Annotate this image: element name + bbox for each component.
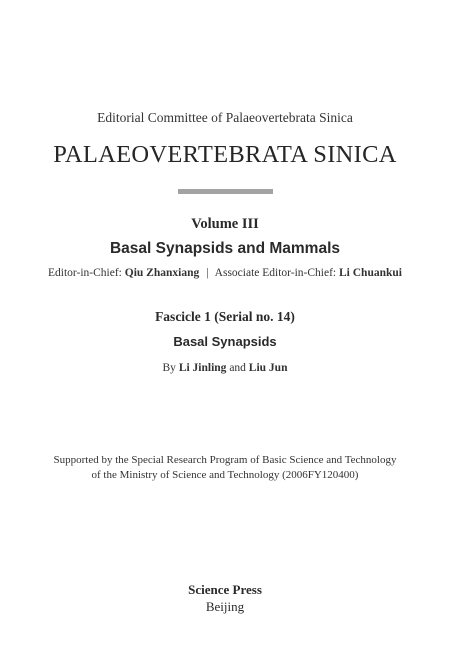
series-title: PALAEOVERTEBRATA SINICA	[53, 141, 397, 168]
fascicle-number: Fascicle 1 (Serial no. 14)	[155, 309, 295, 324]
committee-line: Editorial Committee of Palaeovertebrata Sinica	[97, 110, 353, 125]
support-line-2: of the Ministry of Science and Technology (2006FY120400)	[91, 469, 359, 481]
publisher-name: Science Press	[188, 582, 262, 597]
editors-separator: |	[206, 267, 209, 279]
author-1: Li Jinling	[178, 362, 227, 374]
volume-title: Basal Synapsids and Mammals	[109, 240, 340, 257]
fascicle-title: Basal Synapsids	[173, 334, 277, 349]
volume-number: Volume III	[191, 216, 259, 232]
associate-editor-label: Associate Editor-in-Chief:	[214, 267, 337, 279]
publisher-city: Beijing	[205, 599, 245, 614]
title-rule	[178, 189, 273, 194]
authors-and: and	[229, 362, 246, 374]
editor-in-chief-name: Qiu Zhanxiang	[124, 267, 200, 279]
editors-line	[0, 267, 450, 279]
editor-in-chief-label: Editor-in-Chief:	[48, 267, 122, 279]
support-line-1: Supported by the Special Research Program of Basic Science and Technology	[53, 454, 397, 466]
author-2: Liu Jun	[248, 362, 288, 374]
authors-line	[0, 362, 450, 374]
associate-editor-name: Li Chuankui	[339, 267, 402, 279]
authors-by: By	[162, 362, 176, 374]
